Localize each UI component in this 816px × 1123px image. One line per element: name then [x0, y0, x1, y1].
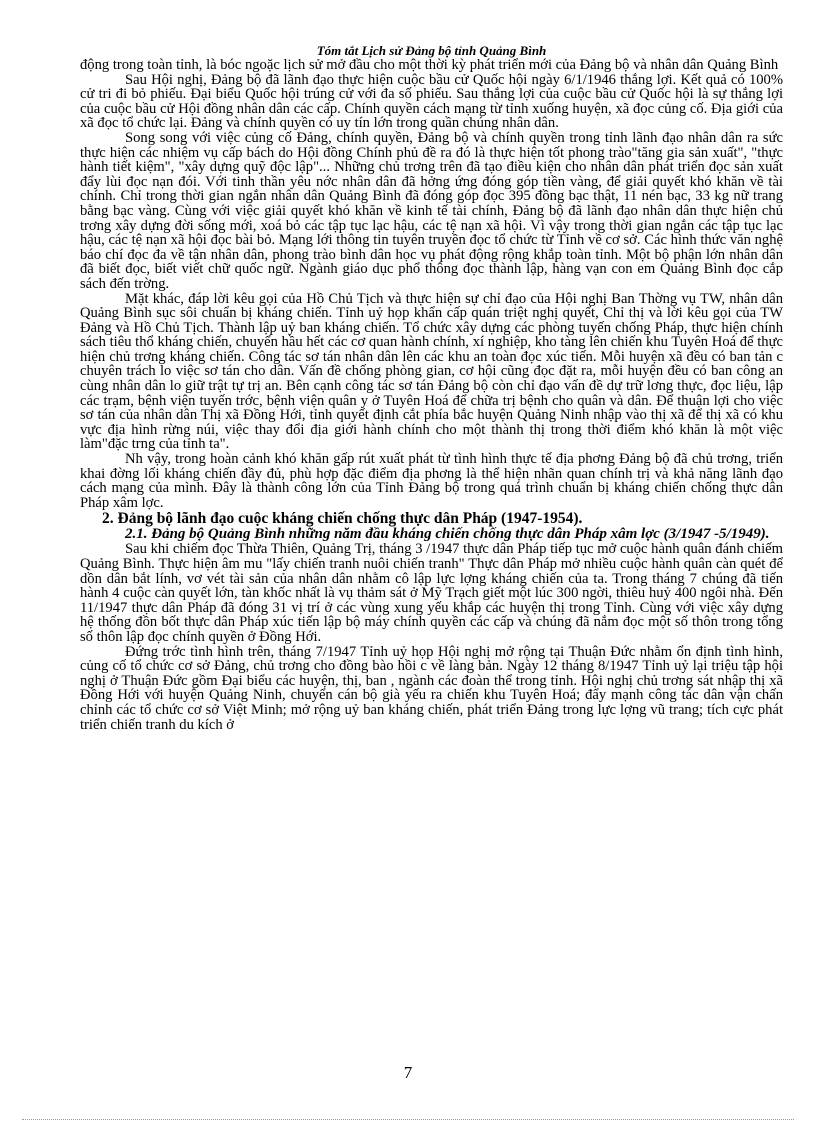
section-heading: 2. Đảng bộ lãnh đạo cuộc kháng chiến chống thực dân Pháp (1947-1954). — [102, 510, 583, 528]
paragraph: Sau khi chiếm đọc Thừa Thiên, Quảng Trị, tháng 3 /1947 thực dân Pháp tiếp tục mở cuộc hành quân đánh chiếm Quảng Bình. Thực hiện âm mu "lấy chiến tranh nuôi chiến tranh" Thực dân Pháp mở nhiều cuộc hành quân càn quét để dồn dân bắt lính, vơ vét tài sản của nhân dân nhằm cô lập lực lợng kháng chiến của ta. Trong tháng 7 chúng đã tiến hành 4 cuộc càn quyết lớn, tàn khốc nhất là vụ thảm sát ở Mỹ Trạch giết một lúc 300 ngời, thiêu huỷ 400 ngôi nhà. Đến 11/1947 thực dân Pháp đã đóng 31 vị trí ở các vùng xung yếu khắp các huyện thị trong Tỉnh. Cùng với việc xây dựng hệ thống đồn bốt thực dân Pháp xúc tiến lập bộ máy chính quyền các cấp và chúng đã nắm đọc một số thôn trong tổng số thôn lập đọc chính quyền ở Đồng Hới. — [80, 541, 783, 645]
paragraph-continuation: động trong toàn tỉnh, là bóc ngoặc lịch sử mở đầu cho một thời kỳ phát triển mới của Đảng bộ và nhân dân Quảng Bình — [80, 57, 779, 73]
document-page — [80, 44, 783, 732]
running-header: Tóm tắt Lịch sử Đảng bộ tỉnh Quảng Bình — [316, 43, 547, 58]
paragraph: Đứng trớc tình hình trên, tháng 7/1947 Tỉnh uỷ họp Hội nghị mở rộng tại Thuận Đức nhằm ổn định tình hình, củng cố tổ chức cơ sở Đảng, chủ trơng cho đồng bào hồi c về làng bản. Ngày 12 tháng 8/1947 Tỉnh uỷ lại triệu tập hội nghị ở Thuận Đức gồm Đại biểu các huyện, thị, ban , ngành các đoàn thể trong tỉnh. Hội nghị chủ trơng sát nhập thị xã Đồng Hới với huyện Quảng Ninh, chuyển cán bộ già yếu ra chiến khu Tuyên Hoá; đẩy mạnh công tác dân vận chấn chỉnh các tổ chức cơ sở Việt Minh; mở rộng uỷ ban kháng chiến, phát triển Đảng trong lực lợng vũ trang; tích cực phát triển chiến tranh du kích ở — [80, 643, 783, 733]
footer-divider — [22, 1119, 794, 1120]
paragraph: Nh vậy, trong hoàn cảnh khó khăn gấp rút xuất phát từ tình hình thực tế địa phơng Đảng bộ đã chủ trơng, triển khai đờng lối kháng chiến đầy đủ, phù hợp đặc điểm địa phơng là thể hiện nhãn quan chính trị và khả năng lãnh đạo cách mạng của mình. Đây là thành công lớn của Tỉnh Đảng bộ trong quá trình chuẩn bị kháng chiến chống thực dân Pháp xâm lợc. — [80, 451, 783, 511]
paragraph: Mặt khác, đáp lời kêu gọi của Hồ Chủ Tịch và thực hiện sự chỉ đạo của Hội nghị Ban Thờng vụ TW, nhân dân Quảng Bình sục sôi chuẩn bị kháng chiến. Tỉnh uỷ họp khẩn cấp quán triệt nghị quyết, Chỉ thị và lời kêu gọi của TW Đảng và Hồ Chủ Tịch. Thành lập uỷ ban kháng chiến. Tổ chức xây dựng các phòng tuyến chống Pháp, thực hiện chính sách tiêu thổ kháng chiến, chuyển hầu hết các cơ quan hành chính, xí nghiệp, kho tàng lên chiến khu Tuyên Hoá để thực hiện chủ trơng kháng chiến. Công tác sơ tán nhân dân lên các khu an toàn đọc xúc tiến. Mỗi huyện xã đều có ban tản c chuyên trách lo việc sơ tán cho dân. Vấn đề chống phòng gian, cơ hội cũng đọc đặt ra, mỗi huyện đều có ban công an cùng nhân dân lo giữ trật tự trị an. Bên cạnh công tác sơ tán Đảng bộ còn chỉ đạo vấn đề dự trữ lơng thực, đọc liệu, lập các trạm, bệnh viện tuyến trớc, bệnh viện quân y ở Tuyên Hoá để chữa trị bệnh cho quân và dân. Để thuận lợi cho việc sơ tán của nhân dân Thị xã Đồng Hới, tỉnh quyết định cắt phía bắc huyện Quảng Ninh nhập vào thị xã để thị xã có khu vực địa hình rừng núi, việc thay đổi địa giới hành chính cho một thành thị trong thời điểm khó khăn là một việc làm"đặc trng của tỉnh ta". — [80, 290, 783, 453]
page-number: 7 — [403, 1063, 413, 1082]
subsection-heading: 2.1. Đảng bộ Quảng Bình những năm đầu kháng chiến chống thực dân Pháp xâm lợc (3/1947 -5/1949). — [125, 526, 770, 543]
paragraph: Song song với việc củng cố Đảng, chính quyền, Đảng bộ và chính quyền trong tỉnh lãnh đạo nhân dân ra sức thực hiện các nhiệm vụ cấp bách do Hội đồng Chính phủ đề ra đó là thực hiện tốt phong trào"tăng gia sản xuất", "thực hành tiết kiệm", "xây dựng quỹ độc lập"... Những chủ trơng trên đã tạo điều kiện cho nhân dân phát triển đọc sản xuất đẩy lùi đọc nạn đói. Với tinh thần yêu nớc nhân dân đã hởng ứng đóng góp tiền vàng, để giải quyết khó khăn về tài chính. Chỉ trong thời gian ngắn nhân dân Quảng Bình đã đóng góp đọc 395 đồng bạc thật, 11 nén bạc, 33 kg nữ trang bằng bạc vàng. Cùng với việc giải quyết khó khăn về kinh tế tài chính, Đảng bộ đã lãnh đạo nhân dân thực hiện chủ trơng xây dựng đời sống mới, xoá bỏ các tập tục lạc hậu, các tệ nạn xã hội. Vì vậy trong thời gian ngắn các tập tục lạc hậu, các tệ nạn xã hội đọc bài bỏ. Mạng lới thông tin tuyên truyền đọc tổ chức từ Tỉnh về cơ sở. Các hình thức văn nghệ báo chí đọc đa về tận nhân dân, phong trào bình dân học vụ phát động rộng khắp toàn tỉnh. Một bộ phận lớn nhân dân đã biết đọc, biết viết chữ quốc ngữ. Ngành giáo dục phổ thông đọc thành lập, hàng vạn con em Quảng Bình đọc cắp sách đến trờng. — [80, 129, 783, 292]
paragraph: Sau Hội nghị, Đảng bộ đã lãnh đạo thực hiện cuộc bầu cử Quốc hội ngày 6/1/1946 thắng lợi. Kết quả có 100% cử tri đi bỏ phiếu. Đại biểu Quốc hội trúng cử với đa số phiếu. Sau thắng lợi của cuộc bầu cử Quốc hội là sự thắng lợi của cuộc bầu cử Hội đồng nhân dân các cấp. Chính quyền cách mạng từ tỉnh xuống huyện, xã đọc củng cố. Địa giới của xã đọc tổ chức lại. Đảng và chính quyền có uy tín lớn trong quần chúng nhân dân. — [80, 71, 783, 132]
